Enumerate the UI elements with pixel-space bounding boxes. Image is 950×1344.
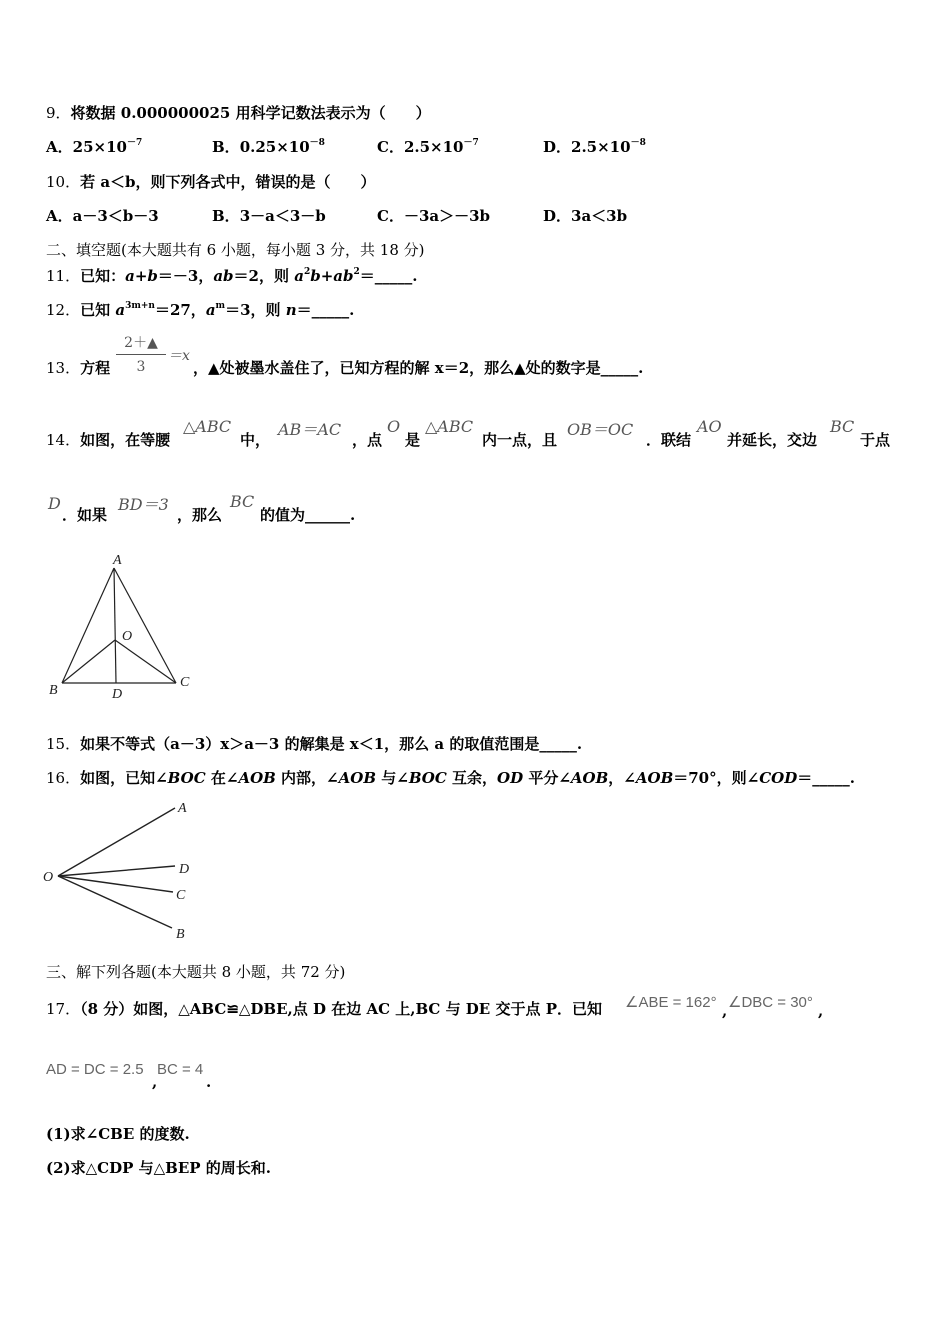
- exponent: 2: [303, 267, 311, 277]
- q17-math-abe: ∠ABE = 162°: [625, 994, 717, 1011]
- text: 已知: [80, 301, 116, 319]
- q17-number: 17．: [46, 1000, 81, 1018]
- math: COD: [759, 769, 798, 787]
- math: AOB: [570, 769, 609, 787]
- text: 在∠: [205, 769, 239, 787]
- q14-math-ob-oc: OB＝OC: [567, 420, 634, 439]
- q9-option-b: [212, 137, 325, 157]
- text: 内部，∠: [275, 769, 339, 787]
- q14-text: 并延长，交边: [727, 431, 818, 449]
- q14-text: ，点: [352, 431, 383, 449]
- option-value: 2.5×10: [571, 138, 631, 156]
- math: a: [115, 301, 126, 319]
- q14-line1: [46, 430, 170, 450]
- q13-fraction: [116, 332, 166, 375]
- math: BOC: [167, 769, 206, 787]
- text: 平分∠: [523, 769, 571, 787]
- q13-stem: [46, 358, 110, 378]
- q16-angle-figure: [40, 796, 210, 946]
- math: OD: [497, 769, 524, 787]
- option-label: D．: [543, 138, 572, 156]
- q14-math-o: O: [387, 417, 401, 436]
- q14-text: 中，: [240, 431, 271, 449]
- q17-text: （8 分）如图，△ABC≌△DBE,点 D 在边 AC 上,BC 与 DE 交于点 P．已知: [80, 1000, 602, 1018]
- text: 如图，在等腰: [80, 431, 171, 449]
- q17-math-ad-dc: AD = DC = 2.5: [46, 1061, 144, 1078]
- text: 如图，已知∠: [80, 769, 168, 787]
- math: AOB: [238, 769, 276, 787]
- q14-math-triangle: △ABC: [183, 417, 232, 436]
- option-exponent: －8: [630, 138, 646, 148]
- q14-text: 于点: [860, 431, 891, 449]
- q17-subquestion-2: (2)求△CDP 与△BEP 的周长和.: [46, 1159, 271, 1177]
- option-exponent: －7: [463, 138, 479, 148]
- text: 与∠: [376, 769, 409, 787]
- section-2-title: 二、填空题(本大题共有 6 小题，每小题 3 分，共 18 分): [46, 241, 425, 259]
- q9-option-a: [46, 137, 142, 157]
- math: BOC: [408, 769, 447, 787]
- q14-number: 14．: [46, 431, 81, 449]
- point-label-b: B: [49, 683, 58, 698]
- option-label: C．: [377, 207, 404, 225]
- text: ＝70°，则∠: [673, 769, 760, 787]
- q14-text: ．如果: [62, 506, 108, 524]
- q10-option-a: [46, 206, 159, 226]
- text: 方程: [80, 359, 111, 377]
- option-value: 3－a＜3－b: [239, 207, 326, 225]
- q14-math-ab-ac: AB＝AC: [278, 420, 342, 439]
- math: n: [285, 301, 297, 319]
- math: b+ab: [310, 267, 354, 285]
- q17-comma: ,: [818, 1002, 824, 1020]
- blank: ＝_____.: [797, 769, 855, 787]
- q9-option-c: [377, 137, 479, 157]
- text: ＝2，则: [233, 267, 295, 285]
- fraction-numerator: 2＋▲: [116, 332, 166, 355]
- q13-rest: ，▲处被墨水盖住了，已知方程的解 x＝2，那么▲处的数字是_____.: [193, 359, 644, 377]
- q16-number: 16．: [46, 769, 81, 787]
- q14-text: ，那么: [177, 506, 223, 524]
- option-exponent: －7: [126, 138, 143, 148]
- q9-stem: [46, 103, 431, 123]
- q9-number: 9．: [46, 104, 71, 122]
- q10-option-c: [377, 206, 490, 226]
- option-value: 2.5×10: [403, 138, 464, 156]
- exponent: m: [215, 301, 226, 311]
- point-label-d: D: [112, 687, 123, 702]
- q17-comma: ,: [152, 1073, 158, 1091]
- point-label-o: O: [122, 629, 133, 644]
- point-label-a: A: [113, 553, 122, 568]
- option-label: A．: [46, 207, 73, 225]
- q14-text: ．联结: [646, 431, 692, 449]
- q11-number: 11．: [46, 267, 81, 285]
- q17-comma: ,: [722, 1002, 728, 1020]
- option-value: 0.25×10: [239, 138, 310, 156]
- option-label: D．: [543, 207, 572, 225]
- q10-number: 10．: [46, 173, 81, 191]
- point-label-c: C: [180, 675, 190, 690]
- triangle-lines: [62, 568, 176, 683]
- q14-text: 是: [405, 431, 421, 449]
- text: 已知：: [80, 267, 126, 285]
- q14-math-ao: AO: [697, 417, 722, 436]
- q14-triangle-figure: [44, 548, 204, 703]
- exponent: 2: [353, 267, 360, 277]
- q14-text: 的值为______.: [260, 506, 356, 524]
- math: a+b: [125, 267, 158, 285]
- q17-math-bc: BC = 4: [157, 1061, 204, 1078]
- text: ＝－3，: [157, 267, 214, 285]
- q17-math-dbc: ∠DBC = 30°: [728, 994, 813, 1011]
- text: 互余，: [446, 769, 498, 787]
- q15-text: 如果不等式（a－3）x＞a－3 的解集是 x＜1，那么 a 的取值范围是_____.: [80, 735, 583, 753]
- q13-number: 13．: [46, 359, 81, 377]
- text: ，∠: [608, 769, 636, 787]
- q10-option-d: [543, 206, 627, 226]
- math: AOB: [338, 769, 377, 787]
- math: a: [205, 301, 216, 319]
- q14-math-triangle-2: △ABC: [425, 417, 474, 436]
- q9-text: 将数据 0.000000025 用科学记数法表示为（ ）: [70, 104, 431, 122]
- option-label: B．: [212, 207, 240, 225]
- q9-option-d: [543, 137, 646, 157]
- option-value: 25×10: [72, 138, 127, 156]
- q17-stem: [46, 999, 602, 1019]
- q12-number: 12．: [46, 301, 81, 319]
- ray-label-b: B: [176, 927, 185, 942]
- q14-math-d: D: [48, 494, 61, 513]
- blank: ＝_____.: [359, 267, 418, 285]
- q14-text: 内一点，且: [482, 431, 558, 449]
- option-value: －3a＞－3b: [403, 207, 491, 225]
- ray-label-d: D: [179, 862, 190, 877]
- q17-subquestion-1: (1)求∠CBE 的度数.: [46, 1125, 190, 1143]
- math: a: [294, 267, 304, 285]
- option-label: A．: [46, 138, 73, 156]
- option-value: a－3＜b－3: [72, 207, 159, 225]
- q10-stem: [46, 172, 376, 192]
- fraction-denominator: 3: [136, 359, 146, 375]
- q12-stem: [46, 300, 354, 320]
- q14-math-bc: BC: [830, 417, 855, 436]
- option-label: B．: [212, 138, 240, 156]
- q14-math-bd: BD＝3: [118, 495, 169, 514]
- text: ＝3，则: [225, 301, 286, 319]
- math: ab: [213, 267, 234, 285]
- ray-label-a: A: [178, 801, 187, 816]
- q10-option-b: [212, 206, 326, 226]
- q16-stem: [46, 768, 855, 788]
- q17-period: .: [206, 1073, 212, 1091]
- exponent: 3m+n: [125, 301, 155, 311]
- q15-number: 15．: [46, 735, 81, 753]
- q14-math-bc-2: BC: [230, 492, 255, 511]
- q13-rhs: ＝x: [168, 348, 190, 364]
- q11-stem: [46, 266, 417, 286]
- option-value: 3a＜3b: [571, 207, 628, 225]
- ray-lines: [58, 808, 175, 928]
- section-3-title: 三、解下列各题(本大题共 8 小题，共 72 分): [46, 963, 346, 981]
- option-exponent: －8: [309, 138, 325, 148]
- q15-stem: [46, 734, 582, 754]
- blank: ＝_____.: [296, 301, 355, 319]
- q10-text: 若 a＜b，则下列各式中，错误的是（ ）: [80, 173, 376, 191]
- ray-label-c: C: [176, 888, 186, 903]
- math: AOB: [635, 769, 674, 787]
- vertex-label-o: O: [43, 870, 54, 885]
- text: ＝27，: [154, 301, 206, 319]
- option-label: C．: [377, 138, 404, 156]
